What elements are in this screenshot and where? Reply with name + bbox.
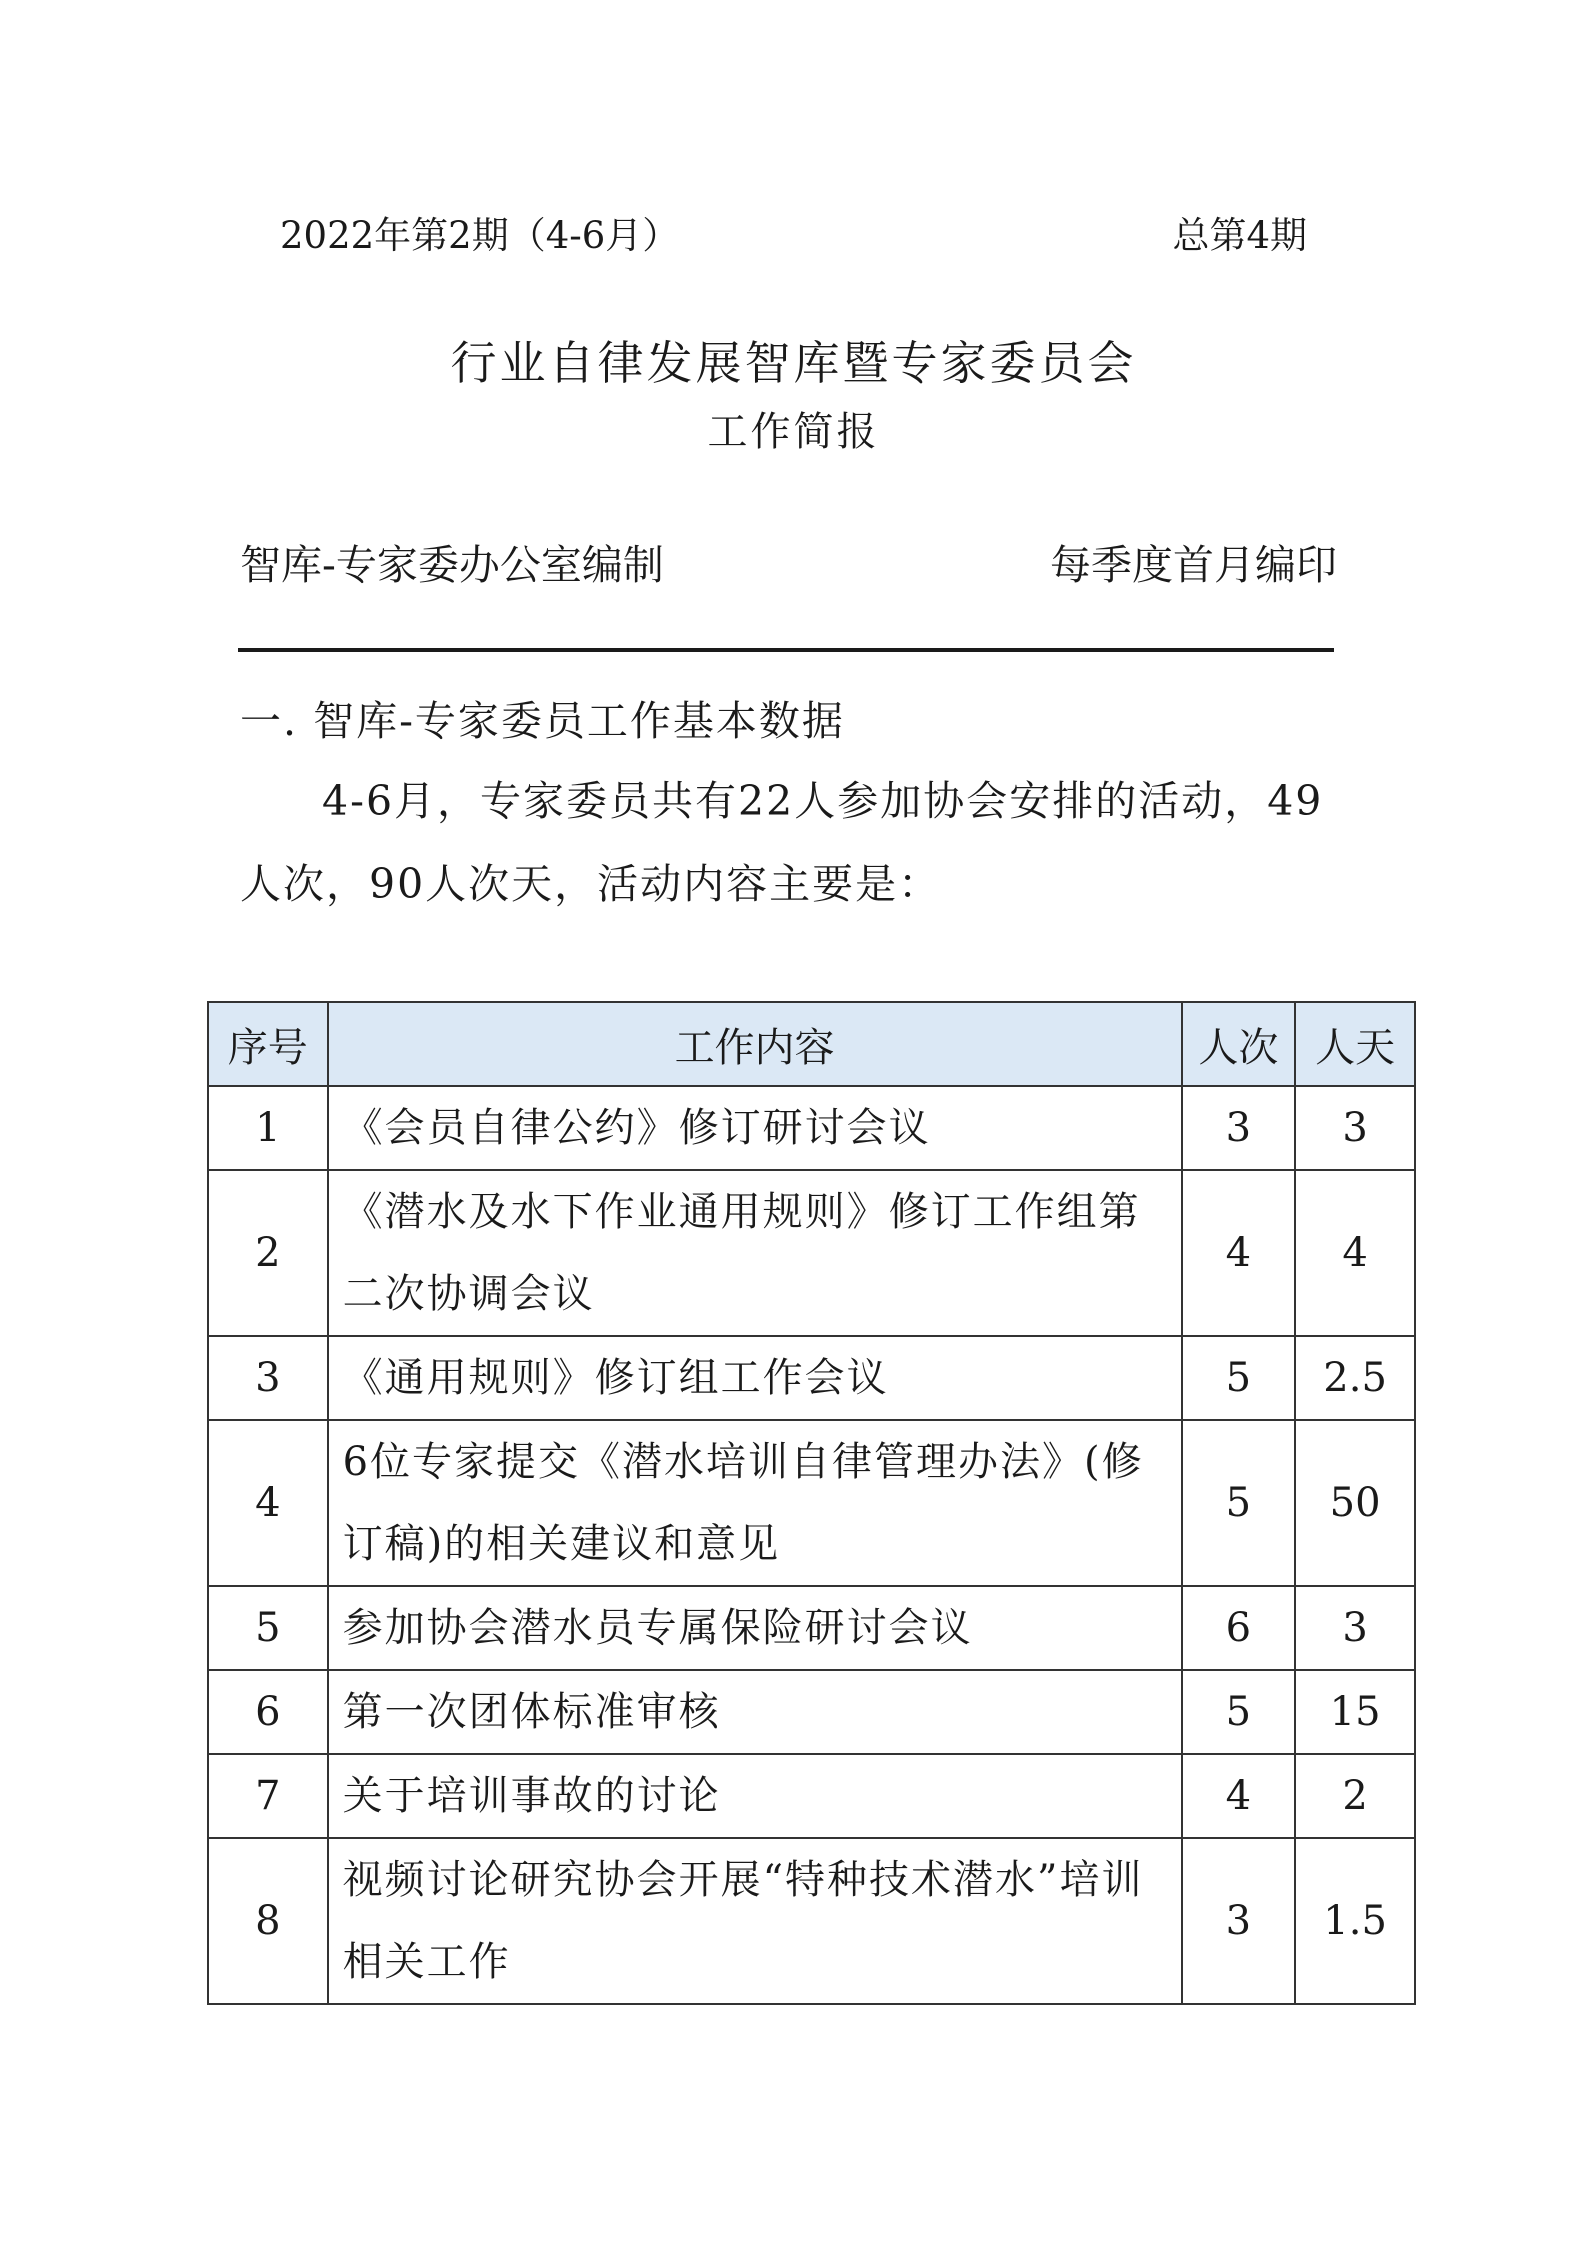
editor-office: 智库-专家委办公室编制 bbox=[240, 541, 664, 589]
table-row bbox=[208, 1754, 1415, 1838]
row-days: 1.5 bbox=[1295, 1838, 1415, 2004]
row-content: 第一次团体标准审核 bbox=[328, 1670, 1182, 1754]
table-row bbox=[208, 1670, 1415, 1754]
row-no: 4 bbox=[208, 1420, 328, 1586]
row-days: 3 bbox=[1295, 1586, 1415, 1670]
row-persons: 5 bbox=[1182, 1336, 1296, 1420]
issue-line bbox=[280, 205, 1307, 255]
row-content: 《通用规则》修订组工作会议 bbox=[328, 1336, 1182, 1420]
row-persons: 5 bbox=[1182, 1670, 1296, 1754]
row-content: 6位专家提交《潜水培训自律管理办法》(修订稿)的相关建议和意见 bbox=[328, 1420, 1182, 1586]
publish-schedule: 每季度首月编印 bbox=[1050, 541, 1337, 589]
activity-table bbox=[207, 1001, 1416, 2005]
row-no: 3 bbox=[208, 1336, 328, 1420]
row-no: 2 bbox=[208, 1170, 328, 1336]
row-persons: 5 bbox=[1182, 1420, 1296, 1586]
editor-line bbox=[240, 532, 1337, 589]
row-content: 《会员自律公约》修订研讨会议 bbox=[328, 1086, 1182, 1170]
row-no: 8 bbox=[208, 1838, 328, 2004]
row-no: 5 bbox=[208, 1586, 328, 1670]
row-persons: 4 bbox=[1182, 1170, 1296, 1336]
table-row bbox=[208, 1420, 1415, 1586]
table-row bbox=[208, 1586, 1415, 1670]
document-title: 行业自律发展智库暨专家委员会 bbox=[450, 336, 1137, 390]
table-row bbox=[208, 1838, 1415, 2004]
row-content: 《潜水及水下作业通用规则》修订工作组第二次协调会议 bbox=[328, 1170, 1182, 1336]
row-content: 参加协会潜水员专属保险研讨会议 bbox=[328, 1586, 1182, 1670]
row-no: 6 bbox=[208, 1670, 328, 1754]
row-content: 关于培训事故的讨论 bbox=[328, 1754, 1182, 1838]
table-header-row bbox=[208, 1002, 1415, 1086]
row-persons: 3 bbox=[1182, 1838, 1296, 2004]
header-content: 工作内容 bbox=[328, 1002, 1182, 1086]
row-days: 2.5 bbox=[1295, 1336, 1415, 1420]
intro-paragraph: 4-6月，专家委员共有22人参加协会安排的活动，49人次，90人次天，活动内容主要是： bbox=[240, 777, 1324, 908]
row-days: 2 bbox=[1295, 1754, 1415, 1838]
header-days: 人天 bbox=[1295, 1002, 1415, 1086]
row-days: 3 bbox=[1295, 1086, 1415, 1170]
issue-number: 2022年第2期（4-6月） bbox=[280, 214, 680, 257]
row-persons: 4 bbox=[1182, 1754, 1296, 1838]
header-no: 序号 bbox=[208, 1002, 328, 1086]
row-no: 1 bbox=[208, 1086, 328, 1170]
total-issue-number: 总第4期 bbox=[1172, 214, 1307, 257]
row-days: 50 bbox=[1295, 1420, 1415, 1586]
row-content: 视频讨论研究协会开展“特种技术潜水”培训相关工作 bbox=[328, 1838, 1182, 2004]
row-persons: 3 bbox=[1182, 1086, 1296, 1170]
table-row bbox=[208, 1086, 1415, 1170]
document-subtitle: 工作简报 bbox=[707, 409, 880, 455]
header-persons: 人次 bbox=[1182, 1002, 1296, 1086]
table-row bbox=[208, 1170, 1415, 1336]
section-heading: 一. 智库-专家委员工作基本数据 bbox=[240, 697, 845, 745]
row-no: 7 bbox=[208, 1754, 328, 1838]
row-days: 15 bbox=[1295, 1670, 1415, 1754]
row-persons: 6 bbox=[1182, 1586, 1296, 1670]
table-row bbox=[208, 1336, 1415, 1420]
row-days: 4 bbox=[1295, 1170, 1415, 1336]
divider-rule bbox=[238, 648, 1334, 652]
